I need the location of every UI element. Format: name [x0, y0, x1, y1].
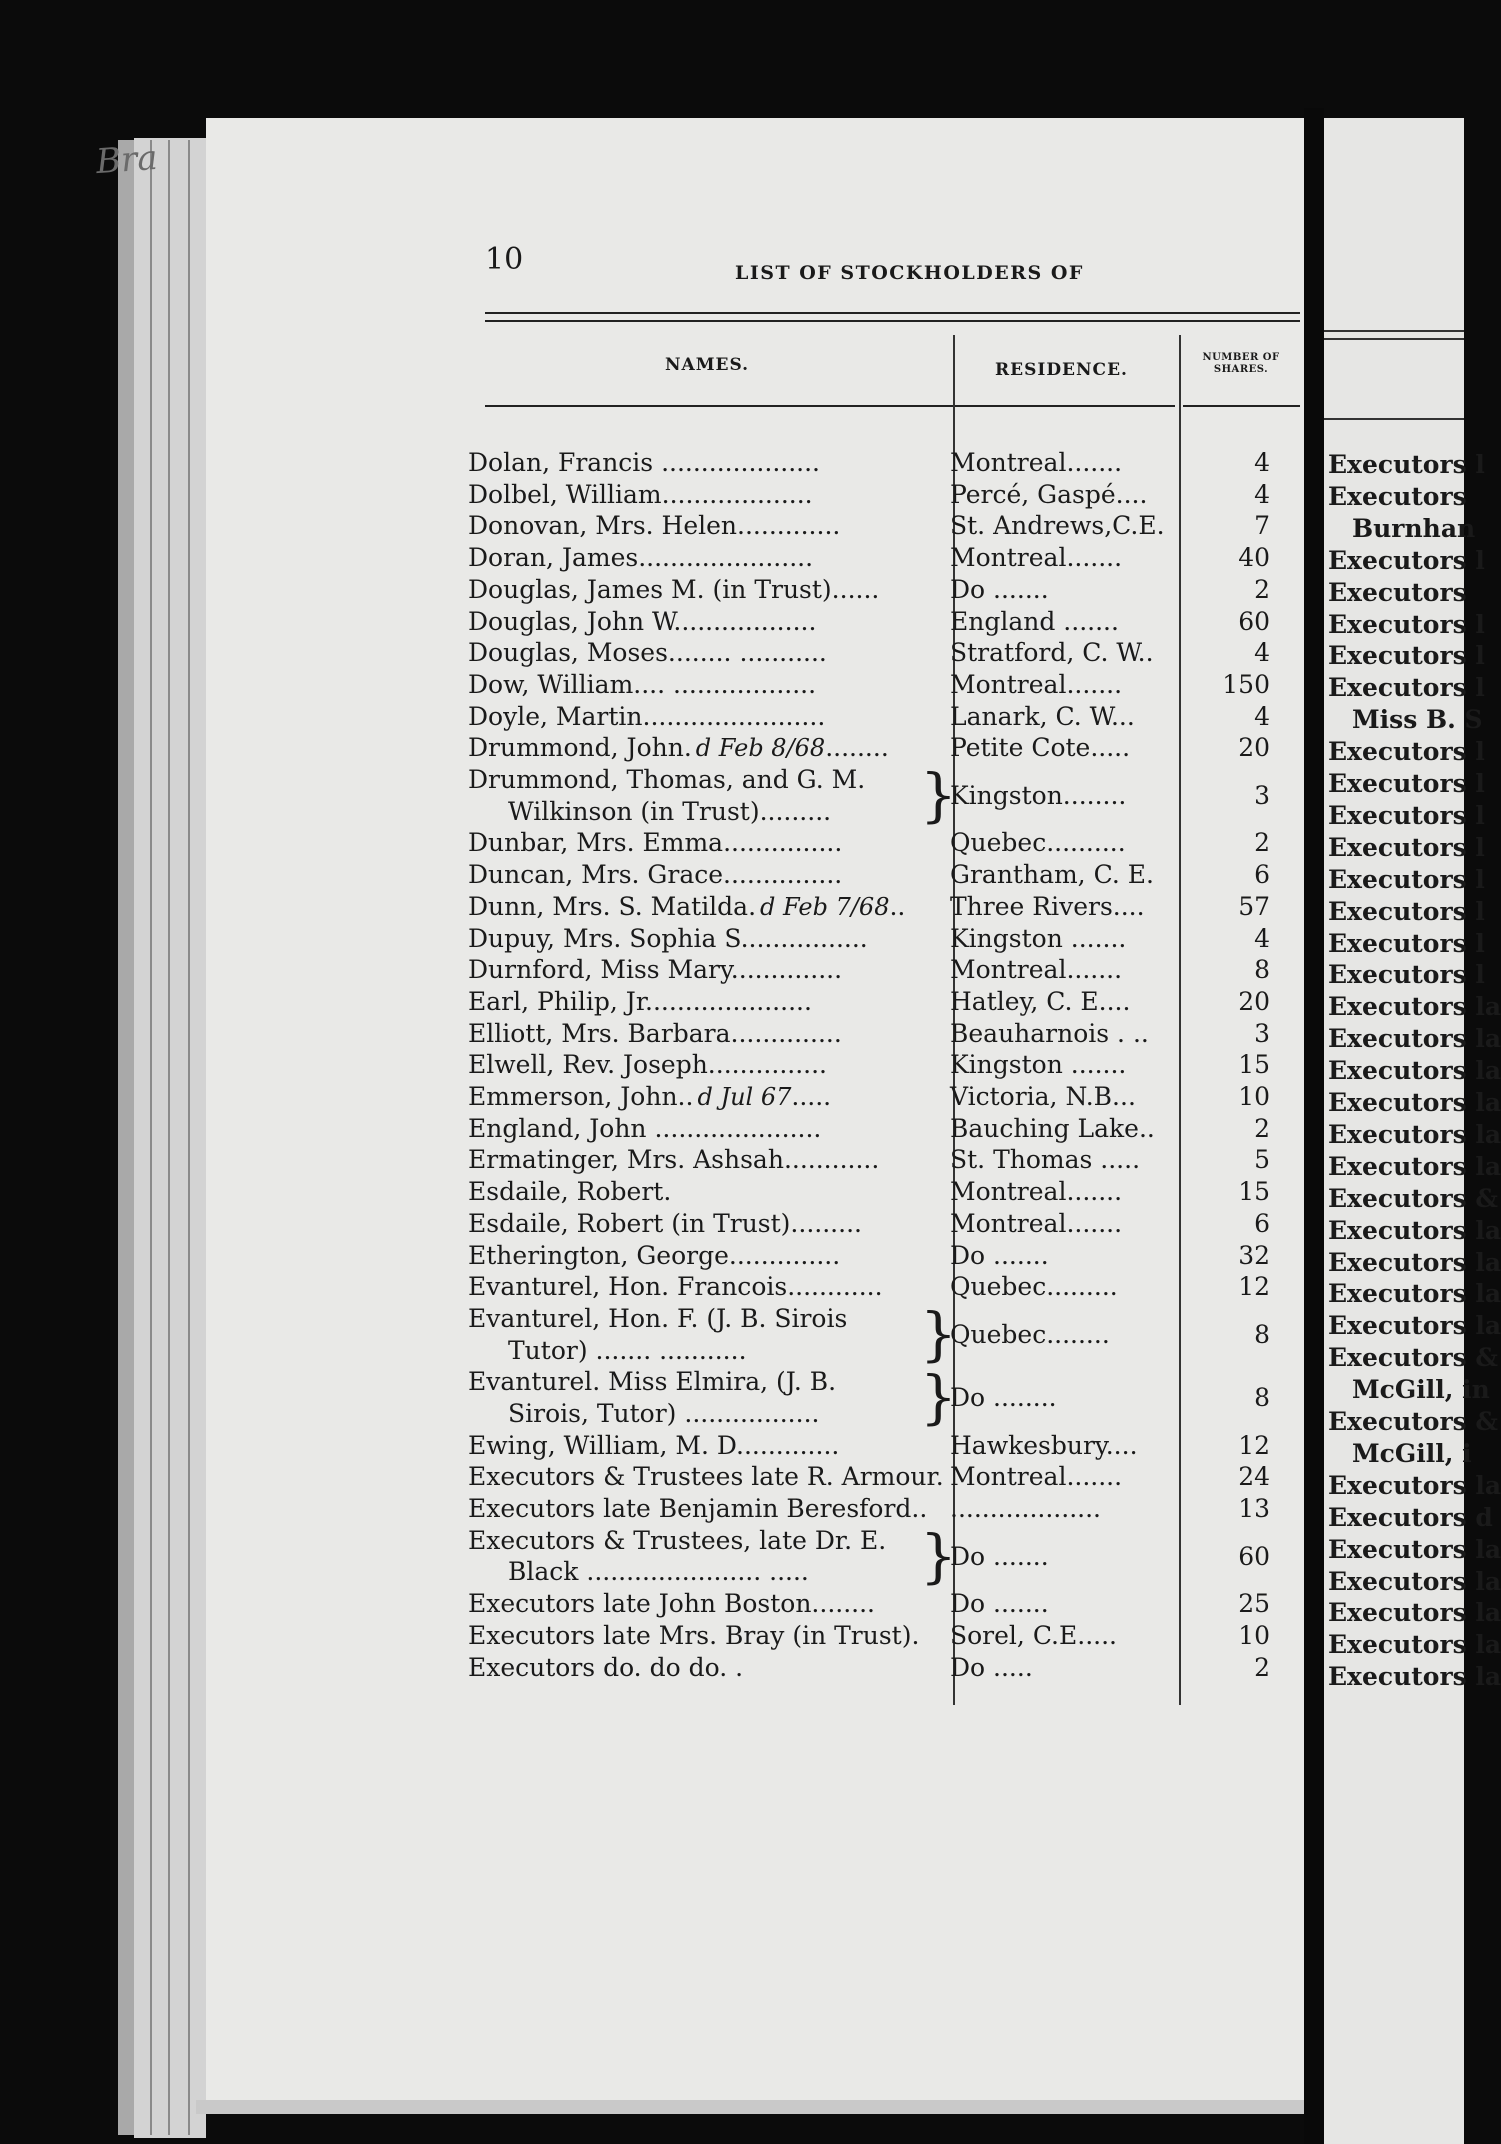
- stockholder-name: Esdaile, Robert.: [468, 1177, 672, 1207]
- facing-page-line: Executors l: [1328, 609, 1485, 639]
- table-row: [468, 732, 1288, 763]
- table-row: [468, 669, 1288, 700]
- stockholder-name: Earl, Philip, Jr.....................: [468, 986, 812, 1016]
- column-header-shares-line1: NUMBER OF: [1202, 352, 1280, 363]
- margin-scrawl: Bra: [94, 137, 159, 183]
- handwritten-annotation: d Feb 7/68: [760, 892, 890, 921]
- table-row: [468, 891, 1288, 922]
- table-row: [468, 1620, 1288, 1651]
- table-row: [468, 447, 1288, 478]
- stockholder-residence: St. Andrews,C.E.: [950, 511, 1165, 541]
- stockholder-shares: 10: [1238, 1082, 1270, 1111]
- facing-page-line: Executors la: [1328, 1215, 1501, 1245]
- stockholder-shares: 4: [1254, 479, 1270, 509]
- table-row: [468, 954, 1288, 985]
- stockholder-name-continued: Tutor) ....... ...........: [508, 1335, 747, 1365]
- stockholder-residence: Quebec........: [950, 1319, 1110, 1349]
- stockholder-name: Executors do. do do. .: [468, 1652, 744, 1682]
- facing-page-line: Executors la: [1328, 992, 1501, 1022]
- column-header-rule: [485, 405, 1175, 407]
- stockholder-name: Dow, William.... ..................: [468, 669, 817, 699]
- stockholder-shares: 8: [1254, 955, 1270, 985]
- facing-page-line: Executors: [1328, 481, 1467, 511]
- facing-page-line: Executors la: [1328, 1279, 1501, 1309]
- facing-page-line: Executors la: [1328, 1151, 1501, 1181]
- stockholder-residence: Sorel, C.E.....: [950, 1620, 1117, 1650]
- stockholder-shares: 8: [1254, 1319, 1270, 1349]
- stockholder-shares: 10: [1238, 1620, 1270, 1650]
- brace: }: [920, 1363, 957, 1432]
- stockholder-residence: Grantham, C. E.: [950, 860, 1154, 890]
- facing-page-line: Executors l: [1328, 960, 1485, 990]
- stockholder-shares: 2: [1254, 1652, 1270, 1682]
- stockholder-name: Dunbar, Mrs. Emma...............: [468, 828, 843, 858]
- page-edge-line: [188, 140, 190, 2135]
- table-row: [468, 1588, 1288, 1619]
- stockholder-shares: 7: [1254, 511, 1270, 541]
- page-edge-line: [150, 140, 152, 2135]
- facing-page-line: Executors la: [1328, 1119, 1501, 1149]
- table-row: [468, 1113, 1288, 1144]
- table-row: [468, 1521, 1288, 1590]
- stockholder-residence: Bauching Lake..: [950, 1113, 1155, 1143]
- table-row: [468, 1049, 1288, 1080]
- leader-dots: ..: [889, 891, 906, 921]
- stockholder-name: Etherington, George..............: [468, 1240, 841, 1270]
- stockholder-residence: Montreal.......: [950, 1462, 1123, 1492]
- table-row: [468, 986, 1288, 1017]
- stockholder-shares: 12: [1238, 1272, 1270, 1302]
- table-row: [468, 1299, 1288, 1368]
- stockholder-shares: 5: [1254, 1145, 1270, 1175]
- stockholder-name: Drummond, Thomas, and G. M.: [468, 765, 866, 794]
- facing-page-line: Executors &: [1328, 1407, 1499, 1436]
- facing-page-line: Executors l: [1328, 673, 1485, 703]
- page-edge-line: [168, 140, 170, 2135]
- stockholder-residence: Do .......: [950, 574, 1049, 604]
- stockholder-residence: Hatley, C. E....: [950, 986, 1131, 1016]
- facing-page-line: Executors l: [1328, 545, 1485, 575]
- table-row: [468, 606, 1288, 637]
- table-row: [468, 1208, 1288, 1239]
- facing-page-rule: [1324, 338, 1464, 340]
- column-header-names: NAMES.: [665, 355, 750, 375]
- facing-page-line: Executors la: [1328, 1247, 1501, 1277]
- stockholder-residence: Do .....: [950, 1652, 1033, 1682]
- stockholder-name: Doyle, Martin.......................: [468, 701, 826, 731]
- facing-page-line: Executors l: [1328, 928, 1485, 958]
- stockholder-name-continued: Wilkinson (in Trust).........: [508, 796, 832, 826]
- stockholder-residence: Quebec.........: [950, 1272, 1118, 1302]
- facing-page-line: Executors &: [1328, 1343, 1499, 1373]
- facing-page-line: Executors la: [1328, 1311, 1501, 1341]
- leader-dots: ........: [825, 733, 889, 763]
- stockholder-shares: 3: [1254, 1018, 1270, 1048]
- stockholder-shares: 32: [1238, 1240, 1270, 1270]
- table-row: [468, 479, 1288, 510]
- stockholder-shares: 4: [1254, 638, 1270, 668]
- column-header-shares: [1185, 352, 1297, 376]
- stockholder-name: Dolbel, William...................: [468, 479, 813, 509]
- stockholder-shares: 6: [1254, 1208, 1270, 1238]
- page-number: 10: [485, 242, 524, 277]
- facing-page-line: Executors l: [1328, 896, 1485, 926]
- stockholder-name: Douglas, James M. (in Trust)......: [468, 574, 880, 604]
- stockholder-name: Donovan, Mrs. Helen.............: [468, 511, 841, 541]
- facing-page-line: Executors la: [1328, 1534, 1501, 1564]
- stockholder-shares: 40: [1238, 543, 1270, 573]
- stockholder-name: Esdaile, Robert (in Trust).........: [468, 1208, 862, 1238]
- stockholder-name: Doran, James......................: [468, 543, 814, 573]
- header-rule: [485, 320, 1300, 322]
- brace: }: [920, 1521, 957, 1590]
- stockholder-shares: 60: [1238, 1541, 1270, 1571]
- table-row: [468, 1018, 1288, 1049]
- facing-page-line: McGill, i: [1352, 1438, 1472, 1468]
- stockholder-name: Emmerson, John..: [468, 1082, 694, 1111]
- stockholder-residence: Montreal.......: [950, 1177, 1123, 1207]
- stockholder-name: Executors late John Boston........: [468, 1589, 876, 1619]
- stockholder-shares: 4: [1254, 448, 1270, 477]
- stockholder-residence: England .......: [950, 606, 1119, 636]
- stockholder-name: Douglas, John W..................: [468, 606, 817, 636]
- stockholder-residence: Lanark, C. W...: [950, 701, 1135, 731]
- stockholder-shares: 2: [1254, 1113, 1270, 1143]
- stockholder-name: Drummond, John.: [468, 733, 692, 763]
- facing-page-line: Executors d: [1328, 1502, 1493, 1532]
- table-row: [468, 1430, 1288, 1461]
- stockholder-residence: Montreal.......: [950, 543, 1123, 573]
- table-row: [468, 1081, 1288, 1112]
- stockholder-residence: Montreal.......: [950, 448, 1123, 477]
- facing-page: [1324, 118, 1501, 2144]
- facing-page-line: Miss B. S: [1352, 705, 1483, 735]
- page-edge-outer: [118, 140, 134, 2135]
- facing-page-line: Executors la: [1328, 1566, 1501, 1596]
- stockholder-name: Dolan, Francis ....................: [468, 448, 821, 477]
- stockholder-shares: 8: [1254, 1383, 1270, 1413]
- leader-dots: .....: [791, 1082, 832, 1111]
- stockholder-residence: Stratford, C. W..: [950, 638, 1154, 668]
- stockholder-shares: 20: [1238, 986, 1270, 1016]
- table-row: [468, 1144, 1288, 1175]
- stockholder-shares: 12: [1238, 1430, 1270, 1460]
- facing-page-line: Executors la: [1328, 1662, 1501, 1692]
- stockholder-residence: Do .......: [950, 1240, 1049, 1270]
- stockholder-name: Executors late Mrs. Bray (in Trust).: [468, 1620, 920, 1650]
- page-edge-inner: [134, 138, 206, 2138]
- stockholder-name: Duncan, Mrs. Grace...............: [468, 860, 843, 890]
- column-header-residence: RESIDENCE.: [995, 360, 1128, 380]
- facing-page-line: Executors &: [1328, 1183, 1499, 1213]
- handwritten-annotation: d Feb 8/68: [695, 734, 826, 763]
- facing-page-line: Burnhan: [1352, 513, 1476, 543]
- facing-page-line: Executors l: [1328, 641, 1485, 671]
- stockholder-residence: Quebec..........: [950, 828, 1126, 858]
- stockholder-shares: 60: [1238, 606, 1270, 636]
- facing-page-line: McGill, in: [1352, 1375, 1490, 1405]
- stockholder-name: Ewing, William, M. D.............: [468, 1430, 840, 1460]
- stockholder-name: Executors late Benjamin Beresford..: [468, 1494, 928, 1524]
- stockholder-name: Durnford, Miss Mary..............: [468, 955, 843, 985]
- table-row: [468, 1271, 1288, 1302]
- table-row: [468, 859, 1288, 890]
- facing-page-line: Executors la: [1328, 1056, 1501, 1086]
- stockholder-name: Executors & Trustees, late Dr. E.: [468, 1525, 887, 1555]
- stockholder-name: Evanturel. Miss Elmira, (J. B.: [468, 1367, 837, 1397]
- facing-page-line: Executors: [1328, 577, 1467, 607]
- facing-page-line: Executors l: [1328, 769, 1485, 798]
- stockholder-name: Executors & Trustees late R. Armour.: [468, 1462, 944, 1492]
- stockholder-name: Douglas, Moses........ ...........: [468, 638, 827, 668]
- stockholder-residence: Do ........: [950, 1383, 1057, 1413]
- stockholder-residence: Montreal.......: [950, 669, 1123, 699]
- facing-page-line: Executors la: [1328, 1630, 1501, 1660]
- column-header-rule: [1183, 405, 1300, 407]
- table-row: [468, 574, 1288, 605]
- stockholder-name: Elwell, Rev. Joseph...............: [468, 1050, 827, 1080]
- stockholder-residence: Kingston........: [950, 781, 1127, 810]
- handwritten-annotation: d Jul 67: [697, 1083, 792, 1111]
- table-row: [468, 510, 1288, 541]
- stockholder-residence: Beauharnois . ..: [950, 1018, 1149, 1048]
- brace: }: [920, 1299, 957, 1368]
- stockholder-residence: Victoria, N.B...: [950, 1082, 1136, 1111]
- stockholder-residence: Do .......: [950, 1589, 1049, 1619]
- stockholder-name: Evanturel, Hon. F. (J. B. Sirois: [468, 1303, 848, 1333]
- stockholder-residence: Percé, Gaspé....: [950, 479, 1148, 509]
- stockholder-shares: 57: [1238, 891, 1270, 921]
- stockholder-shares: 15: [1238, 1050, 1270, 1080]
- table-row: [468, 761, 1288, 829]
- stockholder-shares: 24: [1238, 1462, 1270, 1492]
- stockholder-name: Evanturel, Hon. Francois............: [468, 1272, 883, 1302]
- facing-page-rule: [1324, 330, 1464, 332]
- stockholder-shares: 15: [1238, 1177, 1270, 1207]
- stockholder-shares: 4: [1254, 701, 1270, 731]
- stockholder-residence: Montreal.......: [950, 1208, 1123, 1238]
- facing-page-rule: [1324, 418, 1464, 420]
- stockholder-name: Dupuy, Mrs. Sophia S................: [468, 923, 868, 953]
- table-row: [468, 923, 1288, 954]
- stockholder-shares: 25: [1238, 1589, 1270, 1619]
- stockholder-shares: 2: [1254, 828, 1270, 858]
- stockholder-shares: 3: [1254, 781, 1270, 810]
- table-row: [468, 542, 1288, 573]
- stockholder-shares: 13: [1238, 1494, 1270, 1524]
- stockholder-name-continued: Sirois, Tutor) .................: [508, 1398, 820, 1428]
- table-row: [468, 1652, 1288, 1683]
- column-header-shares-line2: SHARES.: [1213, 364, 1269, 375]
- stockholder-shares: 6: [1254, 860, 1270, 890]
- table-row: [468, 1176, 1288, 1207]
- stockholder-name: England, John .....................: [468, 1113, 822, 1143]
- stockholder-shares: 150: [1222, 669, 1270, 699]
- stockholder-residence: Kingston .......: [950, 1050, 1127, 1080]
- stockholder-name: Dunn, Mrs. S. Matilda.: [468, 891, 757, 921]
- facing-page-line: Executors l: [1328, 864, 1485, 894]
- stockholder-name-continued: Black ...................... .....: [508, 1557, 809, 1587]
- table-row: [468, 827, 1288, 858]
- stockholder-name: Ermatinger, Mrs. Ashsah............: [468, 1145, 880, 1175]
- facing-page-line: Executors l: [1328, 800, 1485, 830]
- header-rule: [485, 312, 1300, 314]
- facing-page-line: Executors la: [1328, 1024, 1501, 1054]
- table-row: [468, 1493, 1288, 1524]
- book-gutter: [1304, 108, 1324, 2144]
- stockholder-residence: Three Rivers....: [950, 891, 1145, 921]
- brace: }: [920, 761, 957, 829]
- stockholder-shares: 20: [1238, 733, 1270, 763]
- facing-page-line: Executors l: [1328, 737, 1485, 767]
- facing-page-line: Executors la: [1328, 1470, 1501, 1500]
- stockholder-residence: Petite Cote.....: [950, 733, 1131, 763]
- stockholder-residence: St. Thomas .....: [950, 1145, 1141, 1175]
- facing-page-line: Executors l: [1328, 832, 1485, 862]
- stockholder-residence: Hawkesbury....: [950, 1430, 1138, 1460]
- stockholder-residence: Montreal.......: [950, 955, 1123, 985]
- stockholder-residence: ...................: [950, 1494, 1101, 1524]
- facing-page-line: Executors la: [1328, 1598, 1501, 1628]
- stockholder-shares: 2: [1254, 574, 1270, 604]
- table-row: [468, 1363, 1288, 1432]
- stockholder-residence: Do .......: [950, 1541, 1049, 1571]
- page-title: LIST OF STOCKHOLDERS OF: [735, 262, 1084, 284]
- stockholder-shares: 4: [1254, 923, 1270, 953]
- facing-page-line: Executors l: [1328, 450, 1485, 479]
- table-row: [468, 1461, 1288, 1492]
- table-row: [468, 701, 1288, 732]
- page-bottom-edge: [196, 2100, 1316, 2114]
- table-row: [468, 1240, 1288, 1271]
- table-row: [468, 637, 1288, 668]
- facing-page-line: Executors la: [1328, 1088, 1501, 1117]
- stockholder-name: Elliott, Mrs. Barbara..............: [468, 1018, 842, 1048]
- stockholder-residence: Kingston .......: [950, 923, 1127, 953]
